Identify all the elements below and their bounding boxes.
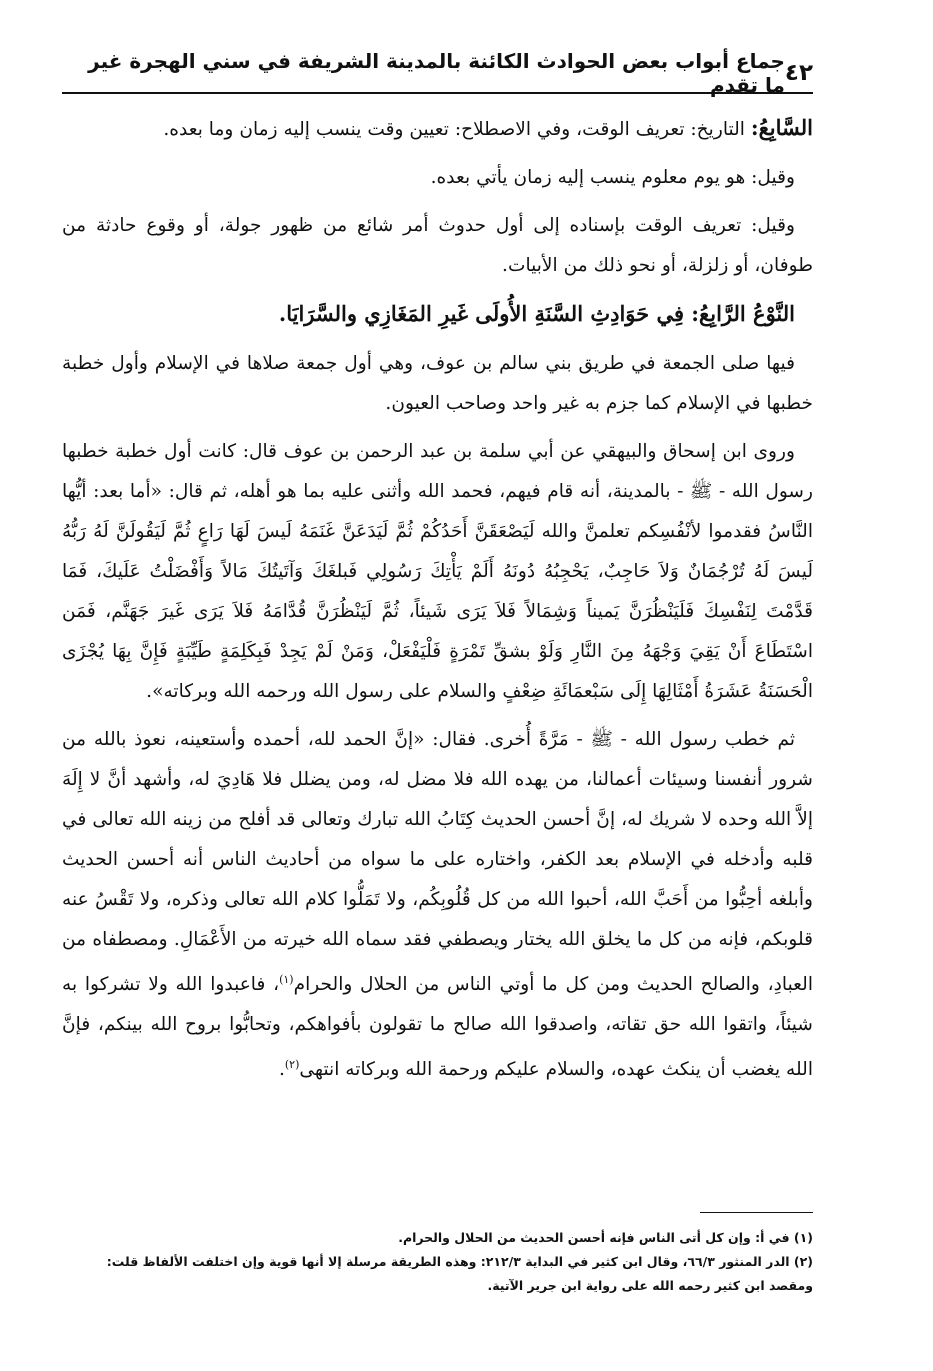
footnote-rule xyxy=(700,1212,813,1213)
paragraph-5: وروى ابن إسحاق والبيهقي عن أبي سلمة بن عبد الرحمن بن عوف قال: كانت أول خطبة خطبها رسول الله - ﷺ - بالمدينة، أنه قام فيهم، فحمد الله وأثنى عليه بما هو أهله، ثم قال: «أما بعد: أيُّها النَّاسُ فقدموا لأنْفُسِكم تعلمنَّ والله لَيَصْعَقَنَّ أَحَدُكُمْ ثُمَّ لَيَدَعَنَّ غَنَمَهُ لَيسَ لَهَا رَاعٍ ثُمَّ لَيَقُولَنَّ لَهُ رَبُّهُ لَيسَ لَهُ تُرْجُمَانٌ وَلاَ حَاجِبٌ، يَحْجِبُهُ دُونَهُ أَلَمْ يَأْتِكَ رَسُولِي فَبلغَكَ وَآتَيتُكَ مَالاً وَأَفْضَلْتُ عَلَيكَ، فَمَا قَدَّمْتَ لِنَفْسِكَ فَلَيَنْظُرَنَّ يَميناً وَشِمَالاً فَلاَ يَرَى شَيئاً، ثُمَّ لَيَنْظُرَنَّ قُدَّامَهُ فَلاَ يَرَى غَيرَ جَهَنَّم، فَمَن اسْتَطَاعَ أَنْ يَقِيَ وَجْهَهُ مِنَ النَّارِ وَلَوْ بشقِّ تَمْرَةٍ فَلْيَفْعَلْ، وَمَنْ لَمْ يَجِدْ فَبِكَلِمَةٍ طَيِّبَةٍ فَإِنَّ بِهَا يُجْزَى الْحَسَنَةُ عَشَرَةُ أَمْثَالِهَا إِلَى سَبْعمَائَةِ ضِعْفٍ والسلام على رسول الله ورحمه الله وبركاته». xyxy=(62,441,813,702)
section-lead: السَّابِعُ: xyxy=(750,115,813,140)
page-number: ٤٢ xyxy=(784,60,813,86)
paragraph-1-text: التاريخ: تعريف الوقت، وفي الاصطلاح: تعيين وقت ينسب إليه زمان وما بعده. xyxy=(163,119,751,140)
paragraph-3: وقيل: تعريف الوقت بإسناده إلى أول حدوث أمر شائع من ظهور جولة، أو وقوع حادثة من طوفان، أو زلزلة، أو نحو ذلك من الأبيات. xyxy=(62,215,813,276)
footnotes xyxy=(62,1226,813,1298)
paragraph-1 xyxy=(62,108,813,150)
footnote-ref-1[interactable]: (١) xyxy=(279,973,294,986)
paragraph-6-part-a: ثم خطب رسول الله - ﷺ - مَرَّةً أُخرى. فقال: «إنَّ الحمد لله، أحمده وأستعينه، نعوذ بالله من شرور أنفسنا وسيئات أعمالنا، من يهده الله فلا مضل له، ومن يضلل فلا هَادِيَ له، وأشهد أنَّ لا إِلَهَ إلاَّ الله وحده لا شريك له، إنَّ أحسن الحديث كِتَابُ الله تبارك وتعالى قد أفلح من زينه الله تعالى في قلبه وأدخله في الإسلام بعد الكفر، واختاره على ما سواه من أحاديث الناس أنه أحسن الحديث وأبلغه أحِبُّوا من أَحَبَّ الله، أحبوا الله من كل قُلُوبِكُم، ولا تَمَلُّوا كلام الله تعالى وذكره، ولا تَقْسُ عنه قلوبكم، فإنه من كل ما يخلق الله يختار ويصطفي فقد سماه الله خيرته من الأَعْمَالِ. ومصطفاه من العبادِ، والصالح الحديث ومن كل ما أوتي الناس من الحلال والحرام xyxy=(62,729,813,996)
running-title: جماع أبواب بعض الحوادث الكائنة بالمدينة الشريفة في سني الهجرة غير ما تقدم xyxy=(88,49,785,97)
paragraph-6-part-b: ، فاعبدوا الله ولا تشركوا به شيئاً، واتقوا الله حق تقاته، واصدقوا الله صالح ما تقولون بأفواهكم، وتحابُّوا بروح الله بينكم، فإنَّ الله يغضب أن ينكث عهده، والسلام عليكم ورحمة الله وبركاته انتهى xyxy=(62,974,813,1081)
footnote-ref-2[interactable]: (٢) xyxy=(284,1058,300,1072)
paragraph-6 xyxy=(62,720,813,1090)
paragraph-4: فيها صلى الجمعة في طريق بني سالم بن عوف، وهي أول جمعة صلاها في الإسلام وأول خطبة خطبها في الإسلام كما جزم به غير واحد وصاحب العيون. xyxy=(62,353,813,414)
header-rule xyxy=(62,92,813,94)
paragraph-2: وقيل: هو يوم معلوم ينسب إليه زمان يأتي بعده. xyxy=(430,167,795,188)
footnote-1: (١) في أ: وإن كل أتى الناس فإنه أحسن الحديث من الحلال والحرام. xyxy=(398,1230,813,1245)
page-header xyxy=(62,49,813,97)
footnote-2: (٢) الدر المنثور ٦٦/٣، وقال ابن كثير في البداية ٢١٢/٣: وهذه الطريقة مرسلة إلا أنها قوية وإن اختلفت الألفاظ قلت: ومقصد ابن كثير رحمه الله على رواية ابن جرير الآتية. xyxy=(106,1254,813,1293)
main-text xyxy=(62,108,813,1098)
section-heading: النَّوْعُ الرَّابِعُ: فِي حَوَادِثِ السَّنَةِ الأُولَى غَيرِ المَغَازِي والسَّرَايَا. xyxy=(278,301,795,326)
paragraph-6-end: . xyxy=(278,1059,285,1081)
